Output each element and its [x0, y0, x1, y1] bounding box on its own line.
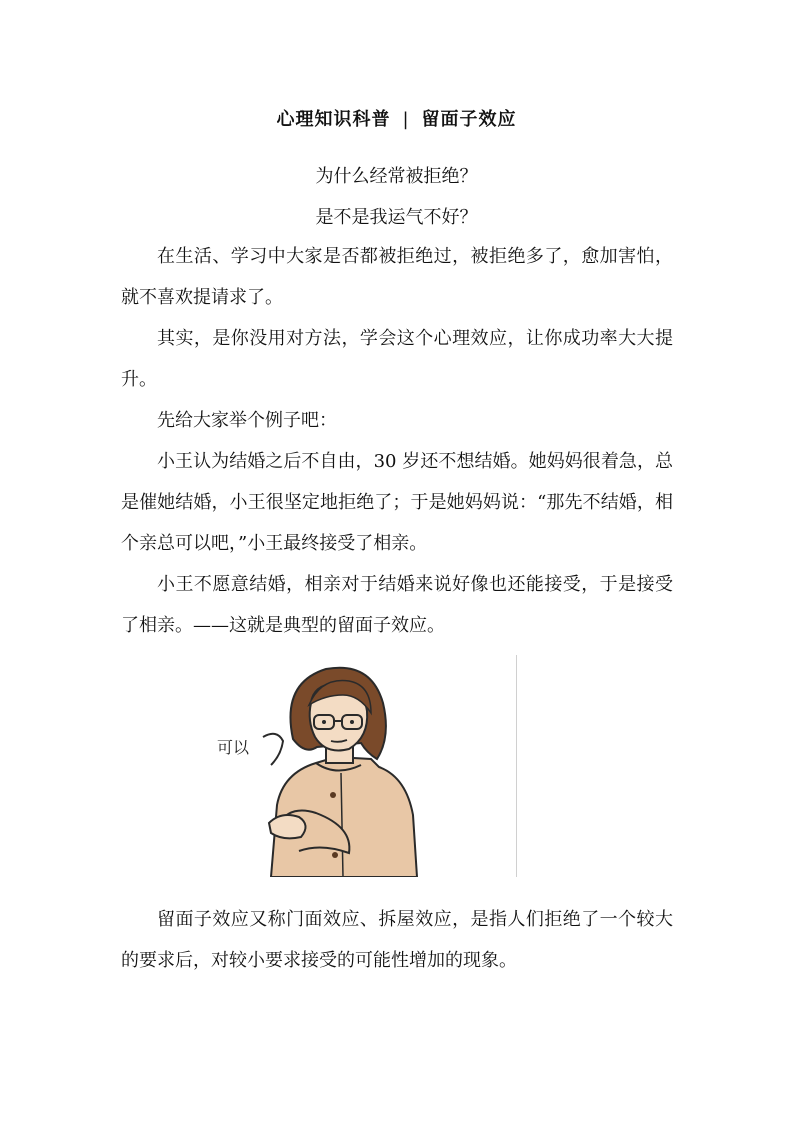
mother-cartoon-drawing	[121, 655, 517, 877]
title-effect-name: 留面子效应	[421, 109, 517, 130]
illustration-mother-cartoon	[121, 655, 517, 877]
title-topic: 心理知识科普	[276, 109, 391, 130]
page-title	[0, 105, 793, 131]
speech-mark	[263, 734, 283, 765]
title-separator: |	[402, 109, 410, 130]
paragraph-method: 其实，是你没用对方法，学会这个心理效应，让你成功率大大提升。	[121, 328, 673, 390]
hand-shape	[269, 815, 306, 838]
paragraph-intro: 在生活、学习中大家是否都被拒绝过，被拒绝多了，愈加害怕，就不喜欢提请求了。	[121, 246, 673, 308]
subtitle-question-2: 是不是我运气不好？	[315, 207, 478, 228]
paragraph-example-story: 小王认为结婚之后不自由，30 岁还不想结婚。她妈妈很着急，总是催她结婚，小王很坚定地拒绝了；于是她妈妈说：“那先不结婚，相个亲总可以吧，”小王最终接受了相亲。	[121, 451, 673, 554]
paragraph-definition: 留面子效应又称门面效应、拆屋效应，是指人们拒绝了一个较大的要求后，对较小要求接受的可能性增加的现象。	[121, 909, 673, 971]
subtitle-question-1: 为什么经常被拒绝？	[315, 166, 478, 187]
paragraph-example-lead: 先给大家举个例子吧：	[157, 410, 337, 431]
illustration-frame-edge	[516, 655, 517, 877]
paragraph-example-conclusion: 小王不愿意结婚，相亲对于结婚来说好像也还能接受，于是接受了相亲。——这就是典型的留面子效应。	[121, 574, 673, 636]
speech-text: 可以	[217, 738, 250, 757]
